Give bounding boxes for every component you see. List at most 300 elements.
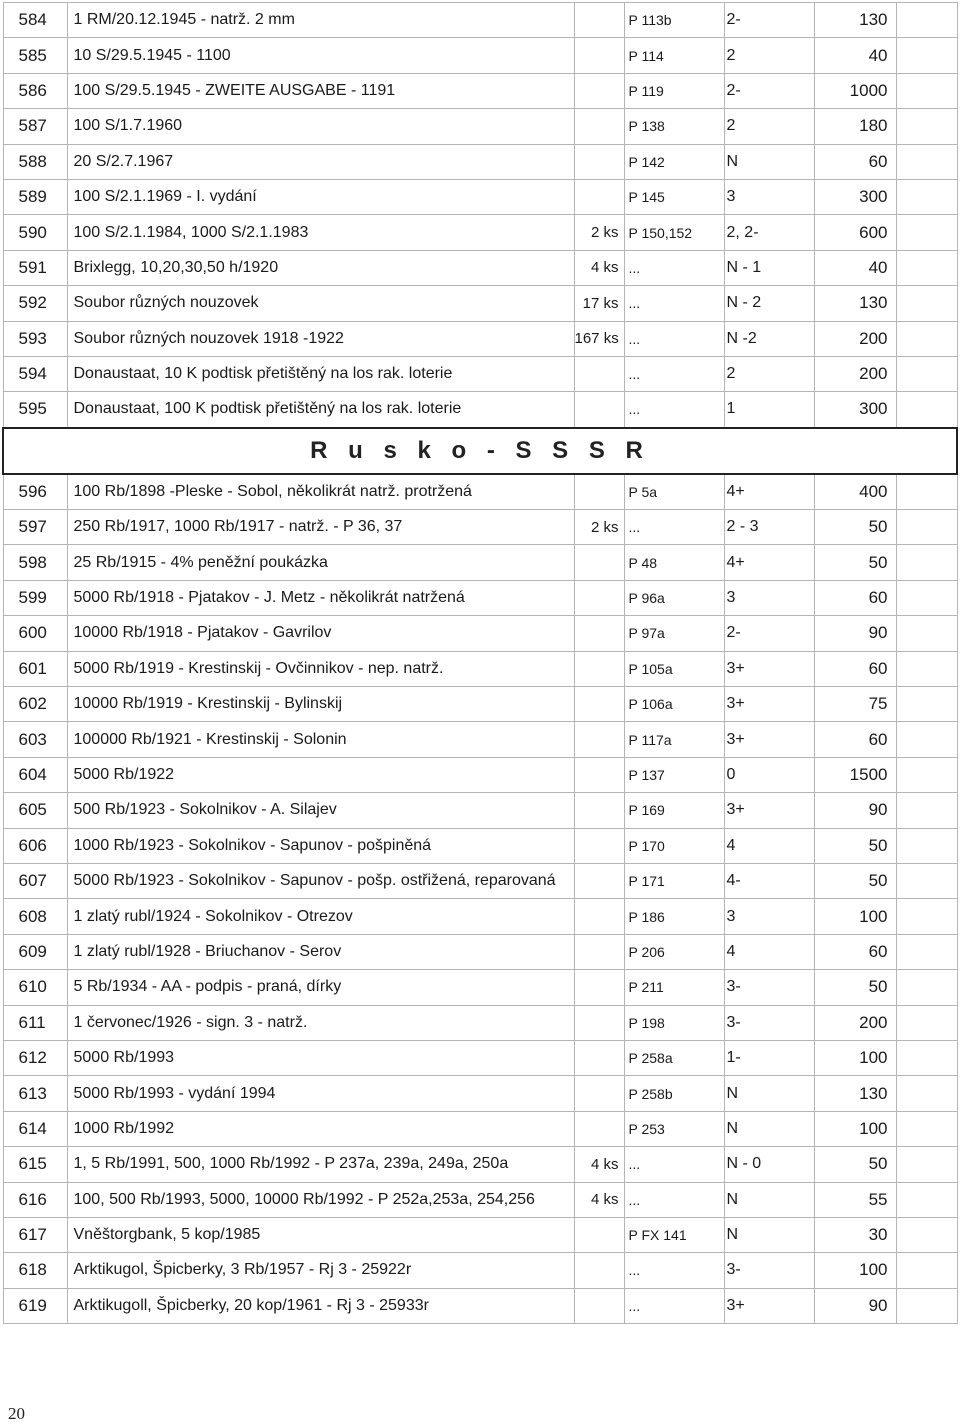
lot-catalog-ref: P 206 [624,934,724,969]
lot-catalog-ref: P 258a [624,1040,724,1075]
table-row [3,1040,957,1075]
lot-price: 50 [814,828,896,863]
lot-number: 604 [3,757,67,792]
empty-cell [774,474,814,510]
table-row [3,1076,957,1111]
table-row [3,828,957,863]
table-row [3,687,957,722]
lot-quantity: 4 ks [574,1182,624,1217]
lot-description: Vněštorgbank, 5 kop/1985 [67,1217,574,1252]
lot-grade: 3 [724,179,774,214]
lot-grade: 3+ [724,793,774,828]
lot-description: 100 S/1.7.1960 [67,109,574,144]
lot-number: 594 [3,356,67,391]
lot-grade: 3- [724,1005,774,1040]
lot-quantity [574,651,624,686]
lot-description: 500 Rb/1923 - Sokolnikov - A. Silajev [67,793,574,828]
lot-catalog-ref: ... [624,392,724,428]
lot-description: 100 Rb/1898 -Pleske - Sobol, několikrát natrž. protržená [67,474,574,510]
lot-description: 5000 Rb/1993 [67,1040,574,1075]
lot-number: 608 [3,899,67,934]
empty-cell [896,1147,957,1182]
table-row [3,73,957,108]
lot-catalog-ref: P 113b [624,3,724,38]
catalog-table [2,2,958,1324]
lot-number: 611 [3,1005,67,1040]
empty-cell [896,73,957,108]
lot-number: 592 [3,286,67,321]
empty-cell [896,179,957,214]
lot-number: 615 [3,1147,67,1182]
empty-cell [774,1182,814,1217]
empty-cell [774,38,814,73]
lot-description: 5000 Rb/1918 - Pjatakov - J. Metz - několikrát natržená [67,580,574,615]
lot-number: 587 [3,109,67,144]
lot-catalog-ref: P 142 [624,144,724,179]
table-row [3,250,957,285]
table-row [3,757,957,792]
lot-grade: N - 1 [724,250,774,285]
lot-quantity [574,580,624,615]
lot-price: 50 [814,970,896,1005]
lot-number: 589 [3,179,67,214]
empty-cell [896,687,957,722]
table-row [3,722,957,757]
lot-quantity: 4 ks [574,1147,624,1182]
lot-price: 90 [814,1288,896,1323]
lot-description: 1 zlatý rubl/1928 - Briuchanov - Serov [67,934,574,969]
empty-cell [774,321,814,356]
lot-grade: 4+ [724,474,774,510]
lot-description: 5000 Rb/1923 - Sokolnikov - Sapunov - pošp. ostřižená, reparovaná [67,863,574,898]
lot-grade: 2- [724,3,774,38]
lot-price: 55 [814,1182,896,1217]
lot-catalog-ref: ... [624,1147,724,1182]
empty-cell [774,3,814,38]
lot-quantity: 17 ks [574,286,624,321]
lot-quantity [574,356,624,391]
empty-cell [896,250,957,285]
lot-number: 618 [3,1253,67,1288]
empty-cell [774,757,814,792]
empty-cell [896,38,957,73]
empty-cell [774,828,814,863]
table-row [3,356,957,391]
lot-number: 602 [3,687,67,722]
lot-price: 300 [814,392,896,428]
empty-cell [774,250,814,285]
table-row [3,144,957,179]
empty-cell [896,722,957,757]
table-row [3,109,957,144]
empty-cell [774,510,814,545]
empty-cell [774,109,814,144]
empty-cell [774,687,814,722]
empty-cell [896,757,957,792]
lot-grade: 3+ [724,651,774,686]
table-row [3,286,957,321]
empty-cell [774,722,814,757]
lot-number: 607 [3,863,67,898]
lot-grade: N [724,1217,774,1252]
lot-number: 619 [3,1288,67,1323]
lot-catalog-ref: P 198 [624,1005,724,1040]
lot-catalog-ref: ... [624,286,724,321]
lot-grade: 4 [724,934,774,969]
lot-number: 595 [3,392,67,428]
empty-cell [774,651,814,686]
empty-cell [896,934,957,969]
empty-cell [774,793,814,828]
table-row [3,1253,957,1288]
lot-quantity: 4 ks [574,250,624,285]
empty-cell [774,356,814,391]
empty-cell [896,144,957,179]
lot-catalog-ref: ... [624,321,724,356]
lot-catalog-ref: P FX 141 [624,1217,724,1252]
lot-catalog-ref: P 119 [624,73,724,108]
empty-cell [896,1111,957,1146]
table-row [3,1111,957,1146]
lot-catalog-ref: P 5a [624,474,724,510]
table-row [3,934,957,969]
lot-catalog-ref: P 97a [624,616,724,651]
empty-cell [774,1217,814,1252]
empty-cell [896,3,957,38]
lot-catalog-ref: P 145 [624,179,724,214]
lot-price: 130 [814,3,896,38]
section-header-group [3,428,957,474]
lot-price: 50 [814,863,896,898]
table-row [3,510,957,545]
lot-number: 584 [3,3,67,38]
lot-quantity [574,934,624,969]
lot-catalog-ref: P 150,152 [624,215,724,250]
table-row [3,392,957,428]
lot-quantity [574,179,624,214]
lot-number: 610 [3,970,67,1005]
lot-description: 5000 Rb/1922 [67,757,574,792]
lot-number: 612 [3,1040,67,1075]
table-row [3,3,957,38]
lot-description: 5 Rb/1934 - AA - podpis - praná, dírky [67,970,574,1005]
empty-cell [774,179,814,214]
lot-number: 617 [3,1217,67,1252]
lot-catalog-ref: ... [624,1253,724,1288]
lot-price: 100 [814,1111,896,1146]
lot-catalog-ref: P 138 [624,109,724,144]
lot-quantity [574,970,624,1005]
lot-quantity [574,144,624,179]
lot-description: 10 S/29.5.1945 - 1100 [67,38,574,73]
lot-grade: 1 [724,392,774,428]
lot-catalog-ref: P 258b [624,1076,724,1111]
lot-quantity [574,73,624,108]
lot-grade: 2 [724,38,774,73]
lot-price: 200 [814,1005,896,1040]
lot-grade: 2 - 3 [724,510,774,545]
empty-cell [896,1076,957,1111]
lot-quantity [574,3,624,38]
lot-number: 593 [3,321,67,356]
table-row [3,580,957,615]
empty-cell [774,580,814,615]
lot-grade: N [724,144,774,179]
empty-cell [896,1253,957,1288]
lot-grade: 2- [724,616,774,651]
lot-price: 200 [814,356,896,391]
lot-catalog-ref: ... [624,356,724,391]
lot-price: 60 [814,580,896,615]
lot-description: 10000 Rb/1919 - Krestinskij - Bylinskij [67,687,574,722]
table-row [3,616,957,651]
lot-grade: 3+ [724,1288,774,1323]
lot-number: 613 [3,1076,67,1111]
lot-quantity: 2 ks [574,215,624,250]
lot-price: 60 [814,144,896,179]
lot-description: Arktikugoll, Špicberky, 20 kop/1961 - Rj 3 - 25933r [67,1288,574,1323]
lot-catalog-ref: P 117a [624,722,724,757]
lot-catalog-ref: P 253 [624,1111,724,1146]
lot-price: 30 [814,1217,896,1252]
empty-cell [774,1253,814,1288]
lot-description: 250 Rb/1917, 1000 Rb/1917 - natrž. - P 36, 37 [67,510,574,545]
lot-grade: 2- [724,73,774,108]
lot-grade: 1- [724,1040,774,1075]
lot-quantity [574,616,624,651]
lot-grade: 2 [724,356,774,391]
lot-price: 40 [814,250,896,285]
lot-catalog-ref: P 171 [624,863,724,898]
lot-grade: 3- [724,970,774,1005]
empty-cell [896,286,957,321]
lot-price: 300 [814,179,896,214]
lot-quantity [574,1040,624,1075]
lot-number: 586 [3,73,67,108]
lot-quantity [574,1111,624,1146]
lot-quantity: 2 ks [574,510,624,545]
lot-number: 614 [3,1111,67,1146]
lot-number: 596 [3,474,67,510]
lot-number: 590 [3,215,67,250]
empty-cell [896,545,957,580]
lot-description: 1, 5 Rb/1991, 500, 1000 Rb/1992 - P 237a, 239a, 249a, 250a [67,1147,574,1182]
empty-cell [774,1111,814,1146]
lot-description: 100 S/2.1.1984, 1000 S/2.1.1983 [67,215,574,250]
lot-quantity [574,899,624,934]
empty-cell [774,1005,814,1040]
empty-cell [896,321,957,356]
lot-price: 50 [814,1147,896,1182]
table-row [3,545,957,580]
lot-price: 400 [814,474,896,510]
section-header-row [3,428,957,474]
lot-price: 60 [814,934,896,969]
lot-price: 50 [814,510,896,545]
lot-number: 597 [3,510,67,545]
lot-quantity [574,545,624,580]
lot-quantity [574,793,624,828]
lot-description: 1 zlatý rubl/1924 - Sokolnikov - Otrezov [67,899,574,934]
table-row [3,651,957,686]
lot-price: 180 [814,109,896,144]
empty-cell [896,580,957,615]
lot-grade: N [724,1182,774,1217]
empty-cell [774,1147,814,1182]
lot-grade: N [724,1111,774,1146]
empty-cell [774,286,814,321]
lot-number: 585 [3,38,67,73]
table-row [3,215,957,250]
lot-catalog-ref: ... [624,510,724,545]
lot-grade: 3+ [724,687,774,722]
lot-grade: 2 [724,109,774,144]
empty-cell [774,144,814,179]
lot-quantity [574,1288,624,1323]
empty-cell [896,1182,957,1217]
table-row [3,321,957,356]
empty-cell [896,616,957,651]
empty-cell [774,934,814,969]
lot-description: 1000 Rb/1992 [67,1111,574,1146]
lot-description: 100 S/29.5.1945 - ZWEITE AUSGABE - 1191 [67,73,574,108]
lot-catalog-ref: ... [624,250,724,285]
lot-description: Donaustaat, 100 K podtisk přetištěný na los rak. loterie [67,392,574,428]
lot-catalog-ref: P 170 [624,828,724,863]
section-title: R u s k o - S S S R [3,428,957,474]
lot-description: Soubor různých nouzovek [67,286,574,321]
page-number: 20 [8,1404,25,1423]
lot-description: 5000 Rb/1919 - Krestinskij - Ovčinnikov - nep. natrž. [67,651,574,686]
empty-cell [774,970,814,1005]
empty-cell [896,793,957,828]
lot-number: 609 [3,934,67,969]
lot-price: 200 [814,321,896,356]
lot-grade: 3 [724,580,774,615]
lot-description: 1 RM/20.12.1945 - natrž. 2 mm [67,3,574,38]
lot-price: 1000 [814,73,896,108]
table-section-russia [3,474,957,1324]
table-row [3,38,957,73]
lot-price: 40 [814,38,896,73]
empty-cell [896,970,957,1005]
lot-price: 100 [814,899,896,934]
empty-cell [774,545,814,580]
lot-quantity [574,38,624,73]
empty-cell [774,1076,814,1111]
lot-catalog-ref: P 137 [624,757,724,792]
empty-cell [896,828,957,863]
lot-quantity [574,1253,624,1288]
lot-description: Soubor různých nouzovek 1918 -1922 [67,321,574,356]
empty-cell [774,863,814,898]
lot-number: 601 [3,651,67,686]
lot-quantity [574,757,624,792]
table-row [3,1147,957,1182]
lot-description: 10000 Rb/1918 - Pjatakov - Gavrilov [67,616,574,651]
lot-price: 130 [814,1076,896,1111]
lot-price: 1500 [814,757,896,792]
lot-number: 616 [3,1182,67,1217]
lot-description: 1000 Rb/1923 - Sokolnikov - Sapunov - pošpiněná [67,828,574,863]
table-row [3,793,957,828]
table-row [3,1217,957,1252]
lot-number: 588 [3,144,67,179]
lot-description: 25 Rb/1915 - 4% peněžní poukázka [67,545,574,580]
lot-description: 20 S/2.7.1967 [67,144,574,179]
lot-quantity [574,1076,624,1111]
lot-catalog-ref: P 169 [624,793,724,828]
lot-catalog-ref: P 96a [624,580,724,615]
lot-price: 60 [814,651,896,686]
table-row [3,1005,957,1040]
lot-number: 605 [3,793,67,828]
empty-cell [896,474,957,510]
lot-grade: 4 [724,828,774,863]
lot-quantity: 167 ks [574,321,624,356]
lot-grade: N [724,1076,774,1111]
empty-cell [896,1288,957,1323]
lot-quantity [574,1005,624,1040]
lot-catalog-ref: P 105a [624,651,724,686]
lot-grade: N - 2 [724,286,774,321]
lot-quantity [574,474,624,510]
lot-grade: N - 0 [724,1147,774,1182]
lot-number: 603 [3,722,67,757]
lot-catalog-ref: ... [624,1288,724,1323]
table-row [3,1182,957,1217]
lot-grade: 3 [724,899,774,934]
table-row [3,970,957,1005]
lot-price: 60 [814,722,896,757]
lot-number: 600 [3,616,67,651]
lot-quantity [574,687,624,722]
empty-cell [896,899,957,934]
empty-cell [774,1288,814,1323]
lot-quantity [574,863,624,898]
empty-cell [774,899,814,934]
lot-price: 75 [814,687,896,722]
lot-grade: 3+ [724,722,774,757]
lot-description: 100, 500 Rb/1993, 5000, 10000 Rb/1992 - P 252a,253a, 254,256 [67,1182,574,1217]
lot-number: 599 [3,580,67,615]
lot-catalog-ref: P 48 [624,545,724,580]
lot-quantity [574,1217,624,1252]
lot-description: 100 S/2.1.1969 - I. vydání [67,179,574,214]
table-row [3,899,957,934]
lot-description: Arktikugol, Špicberky, 3 Rb/1957 - Rj 3 - 25922r [67,1253,574,1288]
lot-description: Donaustaat, 10 K podtisk přetištěný na los rak. loterie [67,356,574,391]
lot-grade: 3- [724,1253,774,1288]
empty-cell [774,392,814,428]
lot-grade: 0 [724,757,774,792]
lot-catalog-ref: P 114 [624,38,724,73]
empty-cell [896,863,957,898]
lot-price: 90 [814,793,896,828]
table-row [3,474,957,510]
empty-cell [774,215,814,250]
lot-grade: 4+ [724,545,774,580]
table-row [3,1288,957,1323]
empty-cell [896,1005,957,1040]
lot-quantity [574,392,624,428]
lot-grade: N -2 [724,321,774,356]
lot-description: 100000 Rb/1921 - Krestinskij - Solonin [67,722,574,757]
empty-cell [896,109,957,144]
lot-catalog-ref: P 211 [624,970,724,1005]
lot-quantity [574,109,624,144]
lot-description: 5000 Rb/1993 - vydání 1994 [67,1076,574,1111]
